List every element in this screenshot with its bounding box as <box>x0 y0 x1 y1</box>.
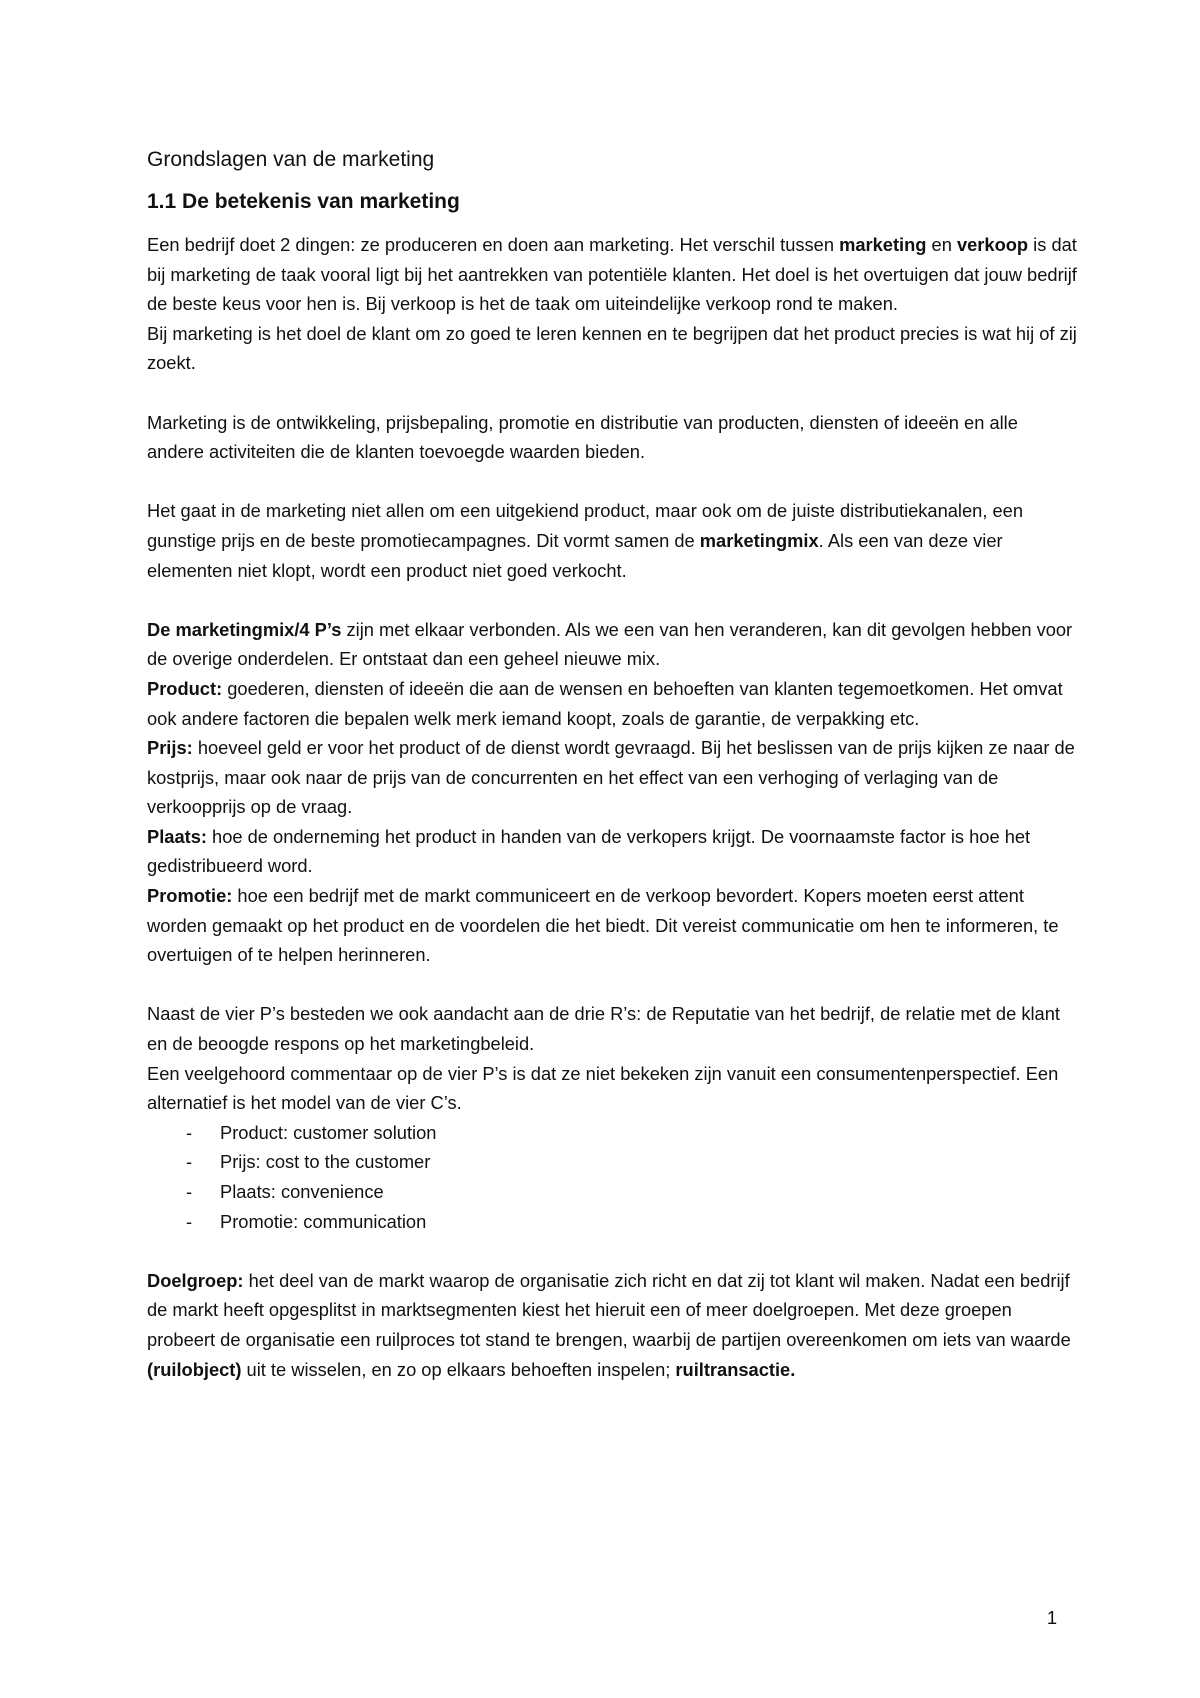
paragraph-4cs: Een veelgehoord commentaar op de vier P’s is dat ze niet bekeken zijn vanuit een consumentenperspectief. Een alternatief is het model van de vier C’s. <box>147 1062 1059 1114</box>
paragraph-intro <box>147 230 1077 319</box>
list-item <box>186 1207 1077 1237</box>
text-run: uit te wisselen, en zo op elkaars behoeften inspelen; <box>241 1358 676 1380</box>
term-marketingmix: marketingmix <box>699 529 819 551</box>
list-item-text: Plaats: convenience <box>220 1181 384 1202</box>
document-title: Grondslagen van de marketing <box>147 148 435 171</box>
page-content <box>147 146 1077 1384</box>
text-run: het deel van de markt waarop de organisatie zich richt en dat zij tot klant wil maken. Nadat een bedrijf de markt heeft opgesplitst in marktsegmenten kiest het hieruit een of meer doelgroepen. Met deze groepen probeert de organisatie een ruilproces tot stand te brengen, waarbij de partijen overeenkomen om iets van waarde <box>147 1269 1071 1350</box>
text-run: . Als een van deze vier elementen niet klopt, wordt een product niet goed verkocht. <box>147 529 1003 581</box>
list-item-text: Product: customer solution <box>220 1121 437 1143</box>
paragraph-plaats <box>147 822 1077 881</box>
text-run: Het gaat in de marketing niet allen om een uitgekiend product, maar ook om de juiste distributiekanalen, een gunstige prijs en de beste promotiecampagnes. Dit vormt samen de <box>147 500 1023 551</box>
term-marketing: marketing <box>839 234 927 255</box>
dash-bullet: - <box>186 1121 193 1143</box>
label-doelgroep: Doelgroep: <box>147 1269 244 1291</box>
text-run: goederen, diensten of ideeën die aan de wensen en behoeften van klanten tegemoetkomen. Het omvat ook andere factoren die bepalen welk merk iemand koopt, zoals de garantie, de verpakking etc. <box>147 677 1063 729</box>
paragraph-marketing-goal: Bij marketing is het doel de klant om zo goed te leren kennen en te begrijpen dat het product precies is wat hij of zij zoekt. <box>147 322 1077 374</box>
paragraph-marketingmix <box>147 496 1077 585</box>
term-4ps: De marketingmix/4 P’s <box>147 618 342 640</box>
text-run: en <box>926 234 957 255</box>
paragraph-promotie <box>147 881 1077 970</box>
dash-bullet: - <box>186 1151 193 1173</box>
page-number: 1 <box>1046 1607 1057 1628</box>
paragraph-product <box>147 674 1077 733</box>
cs-list <box>147 1118 1077 1236</box>
dash-bullet: - <box>186 1210 193 1232</box>
paragraph-4ps <box>147 615 1077 674</box>
paragraph-doelgroep <box>147 1266 1077 1384</box>
paragraph-definition: Marketing is de ontwikkeling, prijsbepaling, promotie en distributie van producten, diensten of ideeën en alle andere activiteiten die de klanten toevoegde waarden bieden. <box>147 411 1018 463</box>
term-ruiltransactie: ruiltransactie. <box>675 1358 796 1380</box>
section-heading: 1.1 De betekenis van marketing <box>147 190 460 213</box>
text-run: hoeveel geld er voor het product of de dienst wordt gevraagd. Bij het beslissen van de prijs kijken ze naar de kostprijs, maar ook naar de prijs van de concurrenten en het effect van een verhoging of verlaging van de verkoopprijs op de vraag. <box>147 737 1075 818</box>
list-item <box>186 1118 1077 1148</box>
text-run: zijn met elkaar verbonden. Als we een van hen veranderen, kan dit gevolgen hebben voor de overige onderdelen. Er ontstaat dan een geheel nieuwe mix. <box>147 618 1073 670</box>
text-run: hoe een bedrijf met de markt communiceert en de verkoop bevordert. Kopers moeten eerst attent worden gemaakt op het product en de voordelen die het biedt. Dit vereist communicatie om hen te informeren, te overtuigen of te helpen herinneren. <box>147 885 1059 966</box>
paragraph-prijs <box>147 733 1077 822</box>
label-promotie: Promotie: <box>147 885 233 907</box>
paragraph-3rs: Naast de vier P’s besteden we ook aandacht aan de drie R’s: de Reputatie van het bedrijf, de relatie met de klant en de beoogde respons op het marketingbeleid. <box>147 1003 1060 1055</box>
list-item <box>186 1177 1077 1207</box>
label-prijs: Prijs: <box>147 737 193 759</box>
term-verkoop: verkoop <box>956 234 1029 255</box>
text-run: Een bedrijf doet 2 dingen: ze produceren en doen aan marketing. Het verschil tussen <box>147 234 840 255</box>
dash-bullet: - <box>186 1181 193 1202</box>
label-product: Product: <box>147 677 223 699</box>
list-item-text: Prijs: cost to the customer <box>220 1151 431 1173</box>
list-item <box>186 1147 1077 1177</box>
term-ruilobject: (ruilobject) <box>147 1358 242 1380</box>
label-plaats: Plaats: <box>147 825 207 847</box>
text-run: is dat bij marketing de taak vooral ligt bij het aantrekken van potentiële klanten. Het doel is het overtuigen dat jouw bedrijf de beste keus voor hen is. Bij verkoop is het de taak om uiteindelijke verkoop rond te maken. <box>147 234 1077 315</box>
list-item-text: Promotie: communication <box>220 1210 427 1232</box>
text-run: hoe de onderneming het product in handen van de verkopers krijgt. De voornaamste factor is hoe het gedistribueerd word. <box>147 825 1031 877</box>
